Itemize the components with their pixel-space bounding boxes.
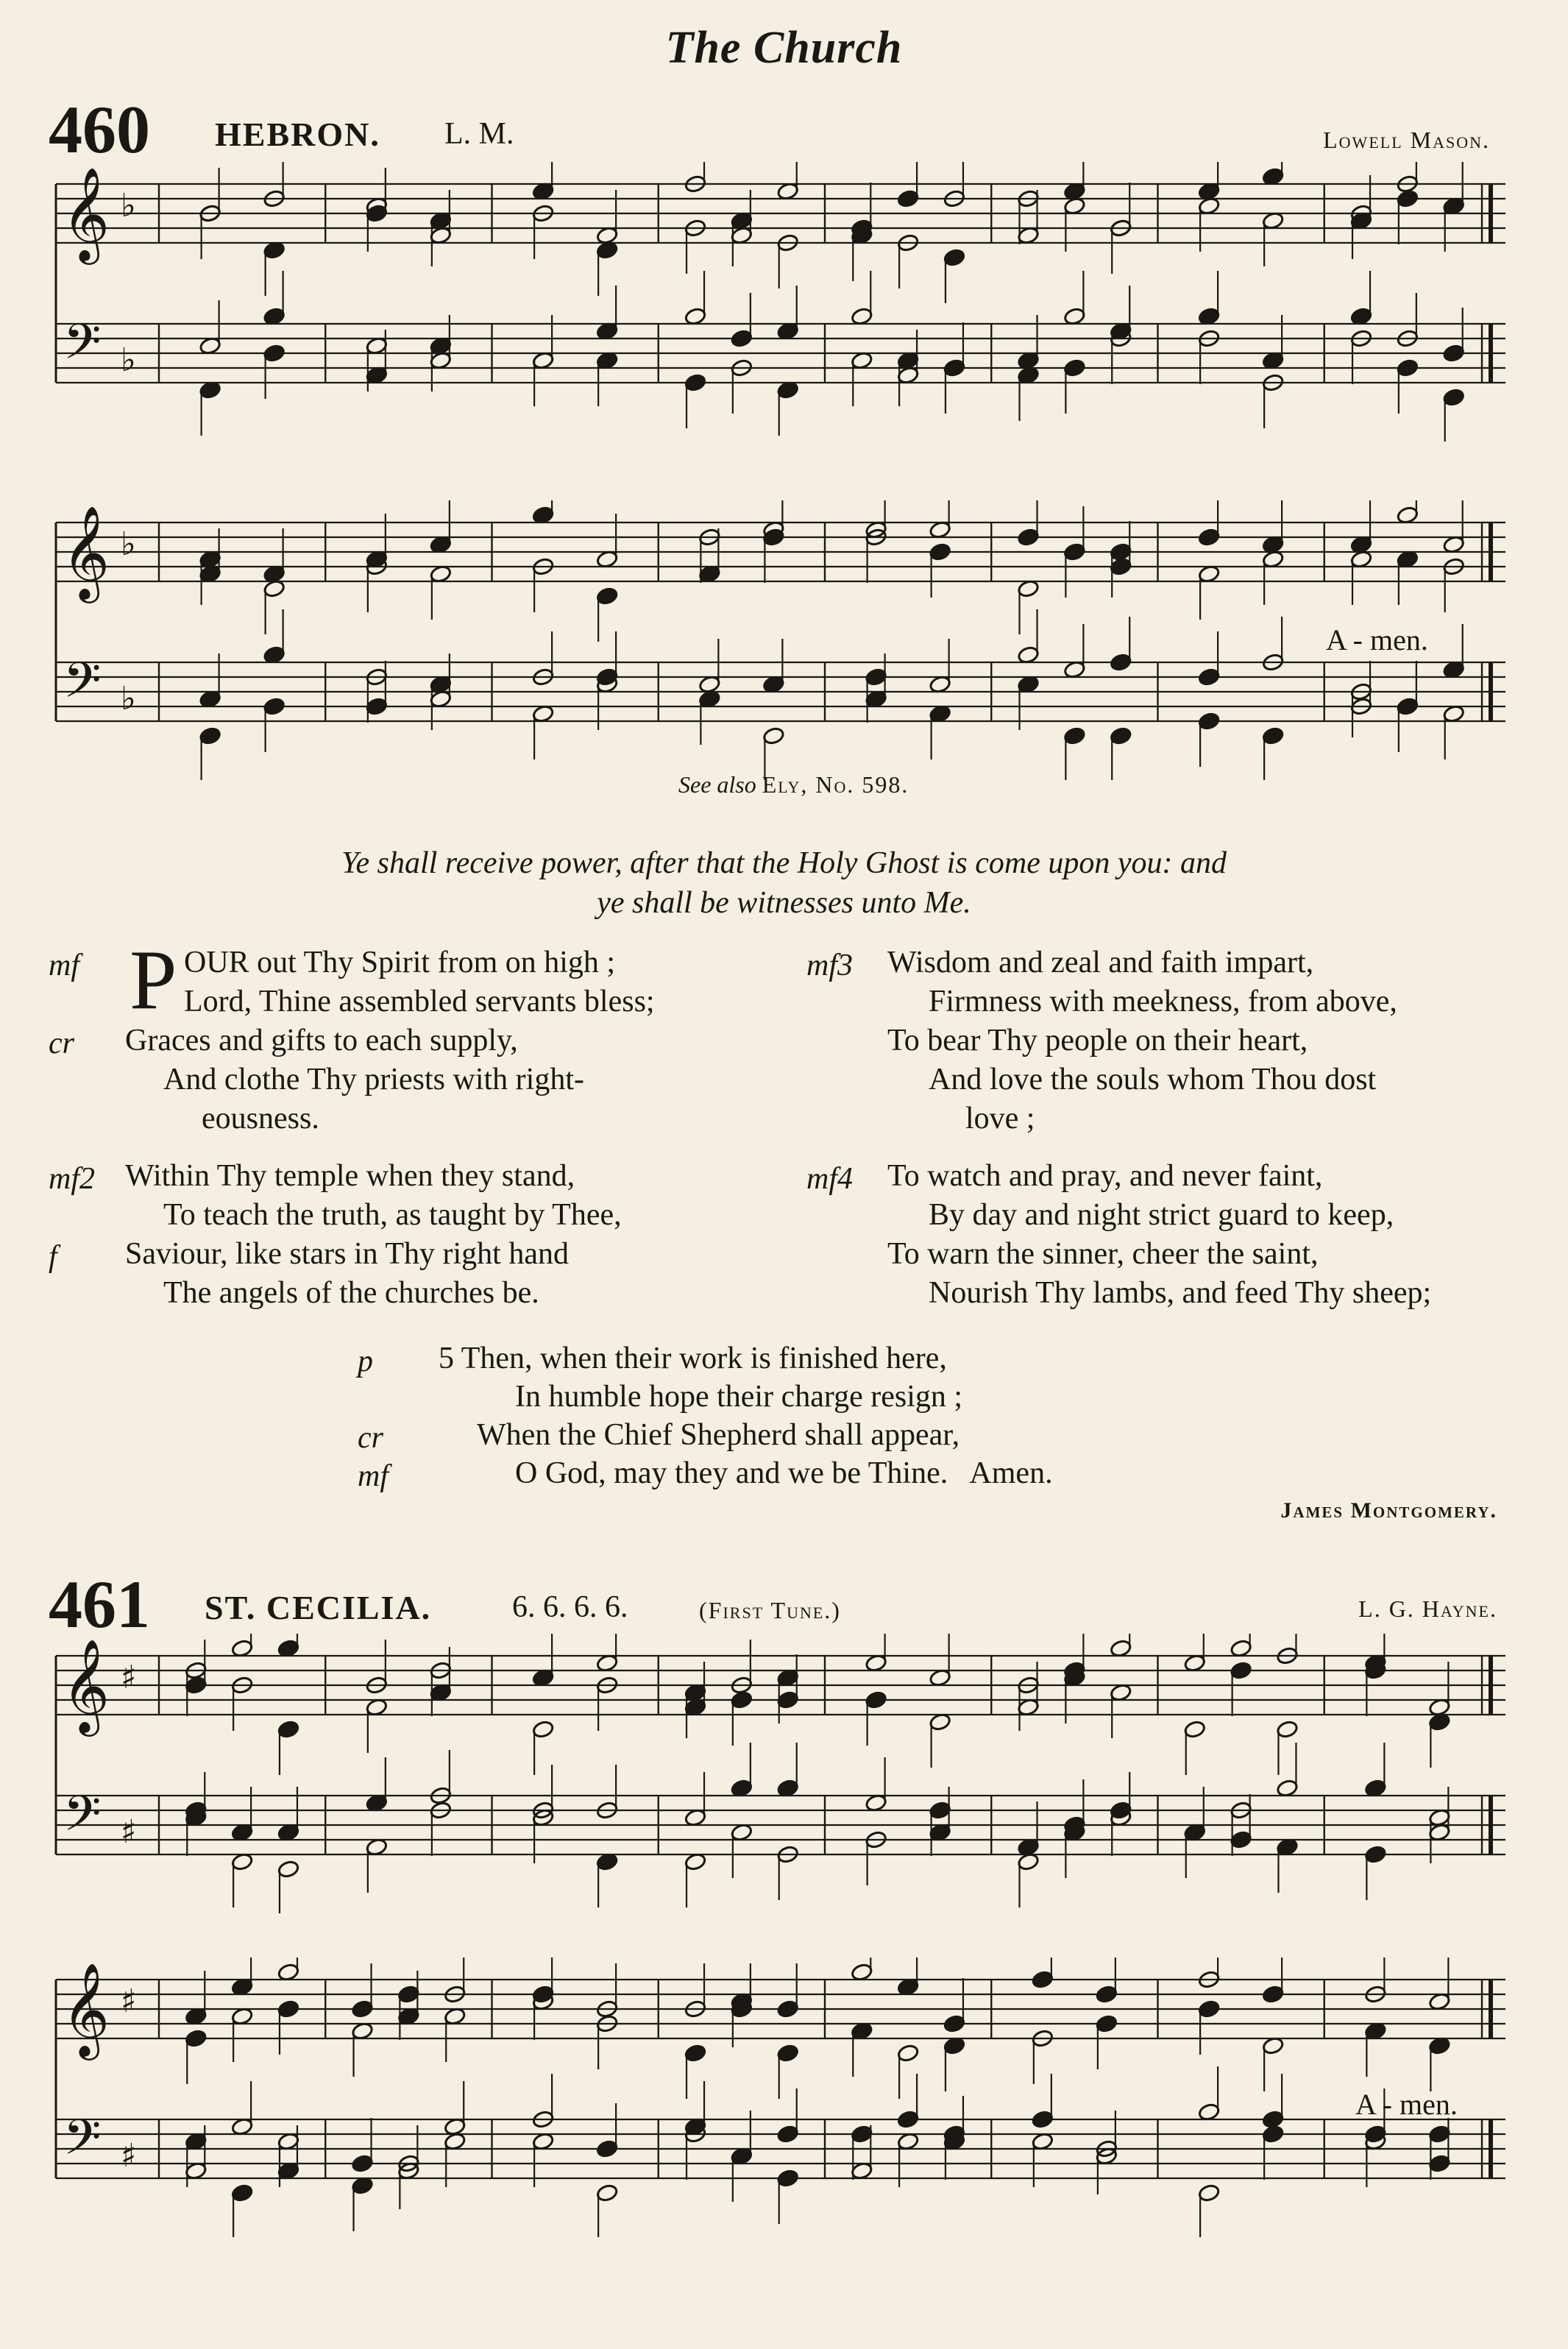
note-head <box>897 189 920 208</box>
composer: L. G. Hayne. <box>1358 1595 1497 1622</box>
note-head <box>1442 344 1465 363</box>
verse-line: Within Thy temple when they stand, <box>125 1159 575 1193</box>
note-head <box>1032 1970 1054 1989</box>
verse-line: Saviour, like stars in Thy right hand <box>125 1237 569 1271</box>
key-signature-icon: ♯ <box>121 1983 137 2020</box>
tune-name: ST. CECILIA. <box>205 1589 432 1626</box>
verse-line: To bear Thy people on their heart, <box>887 1024 1308 1057</box>
note-head <box>1230 1830 1252 1849</box>
verse-line: Lord, Thine assembled servants bless; <box>184 985 655 1018</box>
note-head <box>277 1720 300 1739</box>
hymn-number: 460 <box>49 92 150 167</box>
note-head <box>1262 1985 1285 2004</box>
composer: Lowell Mason. <box>1323 127 1490 153</box>
bass-clef-icon: 𝄢 <box>63 313 102 382</box>
verse-line: Nourish Thy lambs, and feed Thy sheep; <box>929 1276 1432 1310</box>
note-head <box>1110 557 1132 576</box>
bass-clef-icon: 𝄢 <box>63 652 102 720</box>
note-head <box>596 2139 619 2158</box>
tune-name: HEBRON. <box>215 116 380 153</box>
note-head <box>1397 358 1419 378</box>
dynamic-mark: mf4 <box>806 1162 853 1196</box>
note-head <box>1198 1999 1221 2019</box>
note-head <box>185 1676 207 1695</box>
verse-line: O God, may they and we be Thine. Amen. <box>515 1456 1053 1490</box>
note-head <box>1110 542 1132 561</box>
dynamic-mark: mf3 <box>806 949 853 982</box>
dynamic-mark: p <box>358 1344 373 1378</box>
note-head <box>351 2154 374 2173</box>
note-head <box>1262 2110 1285 2129</box>
note-head <box>1096 1985 1118 2004</box>
music-system-3 <box>49 1634 1513 1913</box>
verse-line: eousness. <box>202 1102 319 1135</box>
note-head <box>1198 528 1221 547</box>
scripture-text <box>103 843 1465 923</box>
dynamic-mark: f <box>49 1240 57 1274</box>
note-head <box>1276 1720 1299 1739</box>
dynamic-mark: mf <box>49 949 79 982</box>
note-head <box>366 697 389 716</box>
key-signature-icon: ♯ <box>121 1659 137 1696</box>
note-head <box>1198 667 1221 687</box>
note-head <box>731 1690 753 1710</box>
note-head <box>865 667 887 687</box>
note-head <box>1262 2125 1285 2144</box>
note-head <box>263 697 285 716</box>
note-head <box>1262 726 1285 745</box>
see-also-prefix: See also <box>678 771 756 798</box>
note-head <box>1230 1661 1252 1680</box>
note-head <box>762 726 785 745</box>
note-head <box>1442 388 1465 407</box>
tune-subtitle: (First Tune.) <box>699 1597 841 1623</box>
note-head <box>397 1985 420 2004</box>
note-head <box>929 1801 951 1820</box>
verse-line: In humble hope their charge resign ; <box>515 1380 963 1414</box>
note-head <box>596 2183 619 2203</box>
verse-line: love ; <box>965 1102 1035 1135</box>
note-head <box>776 1690 799 1710</box>
note-head <box>851 2125 873 2144</box>
note-head <box>684 373 707 392</box>
key-signature-icon: ♭ <box>121 680 136 718</box>
note-head <box>684 2044 707 2063</box>
verse-line: OUR out Thy Spirit from on high ; <box>184 946 616 979</box>
key-signature-icon: ♯ <box>121 2137 137 2175</box>
note-head <box>1110 726 1132 745</box>
key-signature-icon: ♯ <box>121 1813 137 1851</box>
note-head <box>1063 726 1086 745</box>
note-head <box>351 1999 374 2019</box>
note-head <box>532 1720 555 1739</box>
note-head <box>1096 2014 1118 2033</box>
note-head <box>1198 712 1221 731</box>
bass-clef-icon: 𝄢 <box>63 1785 102 1854</box>
note-head <box>929 542 951 561</box>
treble-clef-icon: 𝄞 <box>62 505 110 599</box>
verse-line: Wisdom and zeal and faith impart, <box>887 946 1314 979</box>
note-head <box>1183 1720 1206 1739</box>
hymn-author: James Montgomery. <box>1280 1498 1497 1523</box>
amen-text: A - men. <box>1355 2088 1458 2121</box>
dynamic-mark: mf2 <box>49 1162 95 1196</box>
key-signature-icon: ♭ <box>121 341 136 379</box>
treble-clef-icon: 𝄞 <box>62 166 110 261</box>
verse-line: Graces and gifts to each supply, <box>125 1024 518 1057</box>
note-head <box>199 726 221 745</box>
meter: 6. 6. 6. 6. <box>512 1590 628 1624</box>
music-system-2 <box>49 500 1513 780</box>
key-signature-icon: ♭ <box>121 187 136 224</box>
key-signature-icon: ♭ <box>121 525 136 563</box>
treble-clef-icon: 𝄞 <box>62 1962 110 2056</box>
note-head <box>1017 528 1040 547</box>
note-head <box>731 329 753 348</box>
drop-cap: P <box>130 933 177 1027</box>
note-head <box>263 344 285 363</box>
verse-line: When the Chief Shepherd shall appear, <box>477 1418 960 1452</box>
amen-text: A - men. <box>1326 623 1428 656</box>
dynamic-mark: mf <box>358 1459 389 1493</box>
verse-line: The angels of the churches be. <box>163 1276 539 1310</box>
verse-line: To watch and pray, and never faint, <box>887 1159 1323 1193</box>
note-head <box>1198 2183 1221 2203</box>
note-head <box>277 1860 300 1879</box>
note-head <box>776 1999 799 2019</box>
note-head <box>185 2029 207 2048</box>
verse-line: To warn the sinner, cheer the saint, <box>887 1237 1319 1271</box>
dynamic-mark: cr <box>49 1027 74 1060</box>
hymn-number: 461 <box>49 1567 150 1642</box>
note-head <box>1063 358 1086 378</box>
verse-line: And love the souls whom Thou dost <box>929 1063 1377 1096</box>
meter: L. M. <box>444 117 514 151</box>
scripture-line: Ye shall receive power, after that the Holy Ghost is come upon you: and <box>341 846 1227 880</box>
note-head <box>1397 189 1419 208</box>
note-head <box>776 2169 799 2188</box>
verse-line: To teach the truth, as taught by Thee, <box>163 1198 622 1232</box>
see-also-ref: Ely, No. 598. <box>762 771 909 798</box>
note-head <box>231 2183 254 2203</box>
scripture-line: ye shall be witnesses unto Me. <box>597 886 971 920</box>
note-head <box>897 2110 920 2129</box>
note-head <box>1428 2154 1451 2173</box>
note-head <box>897 2044 920 2063</box>
note-head <box>1364 1845 1387 1864</box>
running-head: The Church <box>665 23 903 73</box>
note-head <box>1428 2125 1451 2144</box>
note-head <box>1110 653 1132 672</box>
note-head <box>277 1999 300 2019</box>
note-head <box>1032 2110 1054 2129</box>
verse-line: By day and night strict guard to keep, <box>929 1198 1394 1232</box>
bass-clef-icon: 𝄢 <box>63 2109 102 2178</box>
verse-line: 5 Then, when their work is finished here, <box>439 1342 947 1375</box>
verse-line: Firmness with meekness, from above, <box>929 985 1397 1018</box>
note-head <box>865 1690 887 1710</box>
music-system-4 <box>49 1958 1513 2237</box>
note-head <box>596 587 619 606</box>
note-head <box>776 2125 799 2144</box>
note-head <box>943 2014 966 2033</box>
note-head <box>776 2044 799 2063</box>
treble-clef-icon: 𝄞 <box>62 1638 110 1732</box>
verse-line: And clothe Thy priests with right- <box>163 1063 584 1096</box>
see-also <box>678 771 909 798</box>
dynamic-mark: cr <box>358 1421 383 1455</box>
music-system-1 <box>49 162 1513 442</box>
note-head <box>943 248 966 267</box>
